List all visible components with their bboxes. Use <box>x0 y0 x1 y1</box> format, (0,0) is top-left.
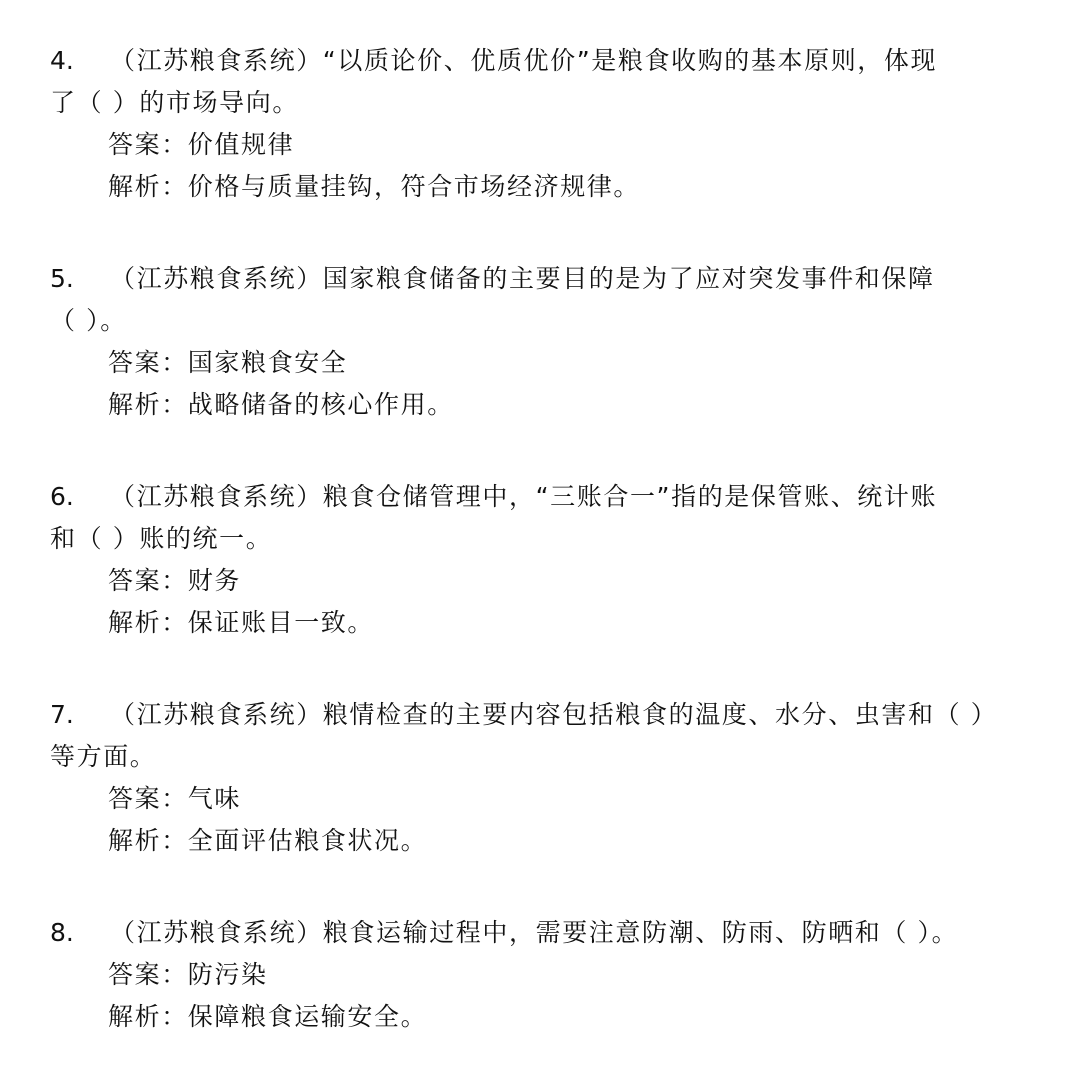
analysis-line: 解析：价格与质量挂钩，符合市场经济规律。 <box>108 172 641 201</box>
question-stem-line-2: （ ）。 <box>50 306 127 335</box>
question-stem-text: （江苏粮食系统）“以质论价、优质优价”是粮食收购的基本原则，体现 <box>110 46 938 75</box>
answer-line: 答案：财务 <box>108 566 242 595</box>
question-stem-line-2: 和（ ）账的统一。 <box>50 524 273 553</box>
question-stem-line-2: 等方面。 <box>50 742 157 771</box>
analysis-line: 解析：战略储备的核心作用。 <box>108 390 454 419</box>
answer-line: 答案：防污染 <box>108 960 268 989</box>
question-4 <box>50 40 1030 208</box>
question-stem-text: （江苏粮食系统）国家粮食储备的主要目的是为了应对突发事件和保障 <box>110 264 935 293</box>
question-number: 7. <box>50 700 74 729</box>
question-stem-line-1 <box>50 912 1030 954</box>
question-stem-line-1 <box>50 476 1030 518</box>
question-number: 8. <box>50 918 74 947</box>
answer-line: 答案：价值规律 <box>108 130 295 159</box>
question-5 <box>50 258 1030 426</box>
analysis-line: 解析：保证账目一致。 <box>108 608 375 637</box>
question-stem-text: （江苏粮食系统）粮食仓储管理中，“三账合一”指的是保管账、统计账 <box>110 482 938 511</box>
analysis-line: 解析：全面评估粮食状况。 <box>108 826 428 855</box>
question-stem-text: （江苏粮食系统）粮食运输过程中，需要注意防潮、防雨、防晒和（ ）。 <box>110 918 959 947</box>
question-stem-line-1 <box>50 258 1030 300</box>
question-6 <box>50 476 1030 644</box>
question-number: 5. <box>50 264 74 293</box>
question-7 <box>50 694 1030 862</box>
question-number: 6. <box>50 482 74 511</box>
answer-line: 答案：国家粮食安全 <box>108 348 348 377</box>
analysis-line: 解析：保障粮食运输安全。 <box>108 1002 428 1031</box>
question-number: 4. <box>50 46 74 75</box>
question-stem-line-2: 了（ ）的市场导向。 <box>50 88 299 117</box>
question-stem-text: （江苏粮食系统）粮情检查的主要内容包括粮食的温度、水分、虫害和（ ） <box>110 700 998 729</box>
question-stem-line-1 <box>50 694 1030 736</box>
question-8 <box>50 912 1030 1038</box>
answer-line: 答案：气味 <box>108 784 242 813</box>
question-stem-line-1 <box>50 40 1030 82</box>
